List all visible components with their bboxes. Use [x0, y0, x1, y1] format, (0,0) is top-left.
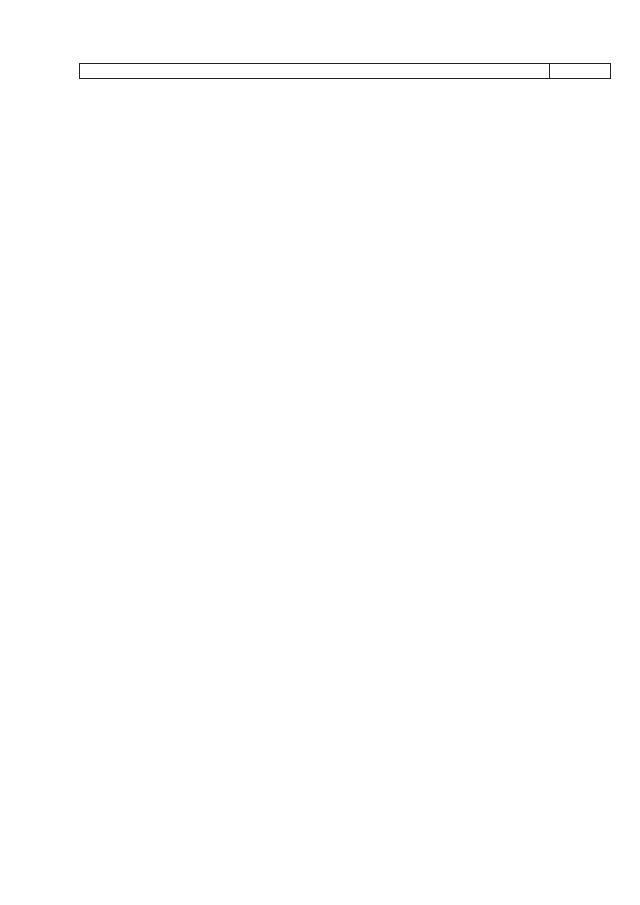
column-header-1 [80, 64, 550, 79]
report-form-table [79, 63, 611, 79]
column-header-2 [550, 64, 611, 79]
table-header-row [80, 64, 611, 79]
